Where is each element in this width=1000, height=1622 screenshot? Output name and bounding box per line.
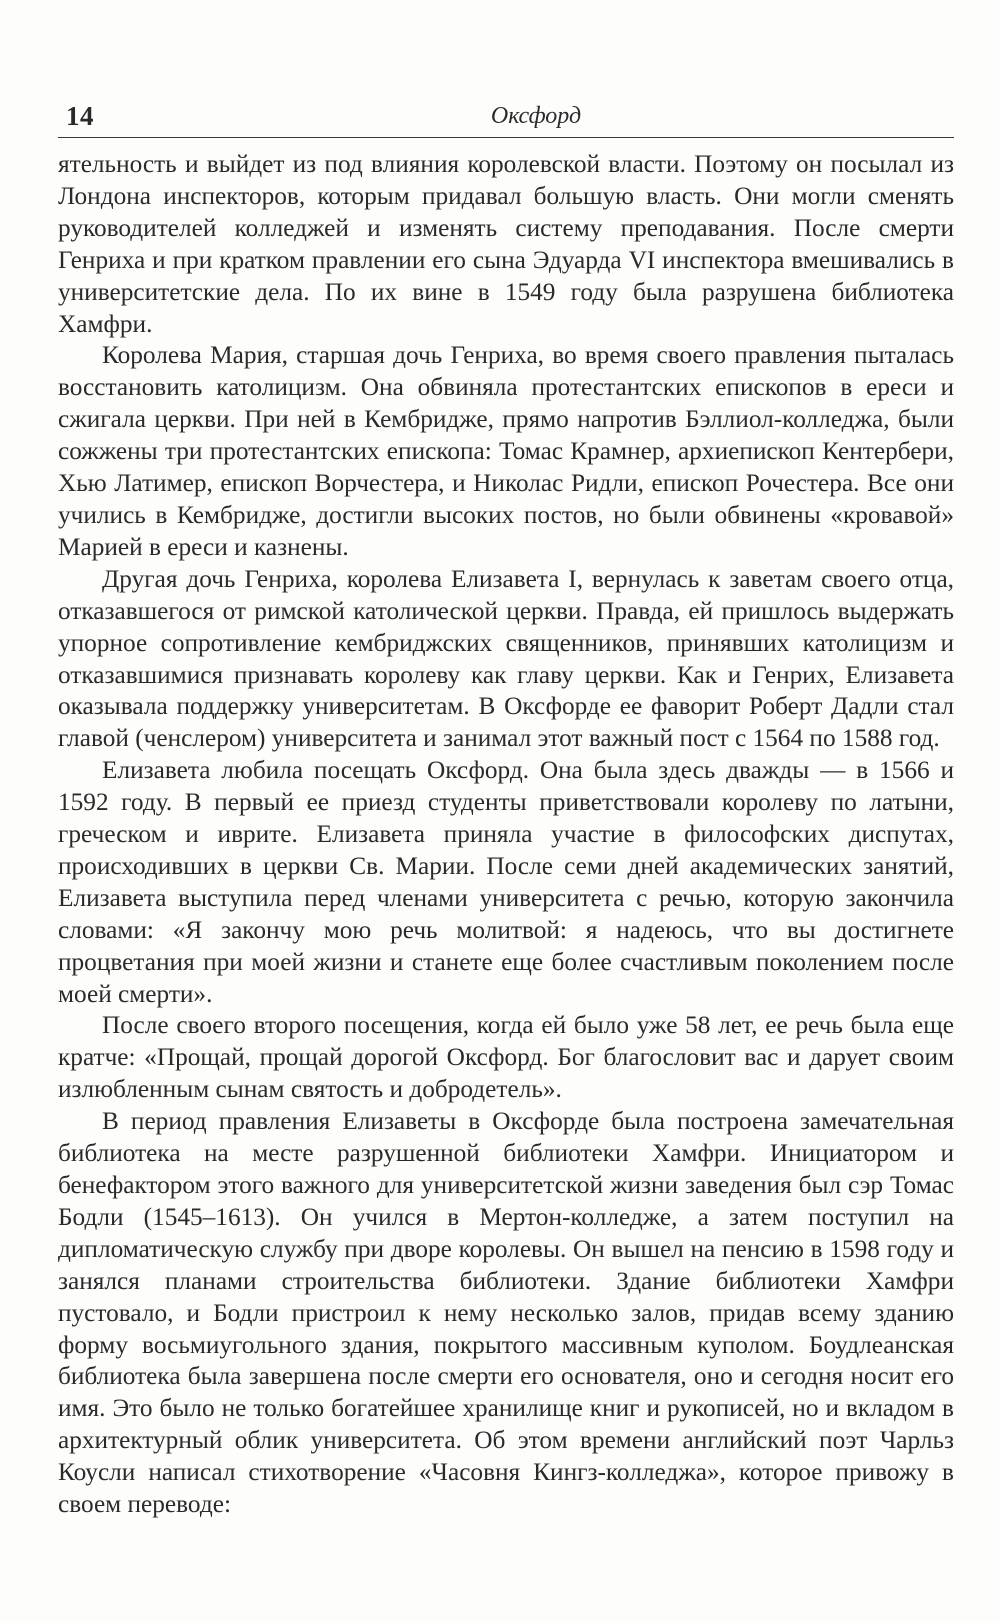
- page-header: [58, 95, 954, 138]
- paragraph-queen-mary: Королева Мария, старшая дочь Генриха, во время своего правления пыталась восстановить католицизм. Она обвиняла протестантских епископов в ереси и сжигала церкви. При ней в Кембридже, прямо напротив Бэллиол-колледжа, были сожжены три протестантских епископа: Томас Крамнер, архиепископ Кентербери, Хью Латимер, епископ Ворчестера, и Николас Ридли, епископ Рочестера. Все они учились в Кембридже, достигли высоких постов, но были обвинены «кровавой» Марией в ереси и казнены.: [58, 341, 954, 561]
- body-text: [58, 149, 954, 1521]
- paragraph-elizabeth-reform: Другая дочь Генриха, королева Елизавета I, вернулась к заветам своего отца, отказавшегося от римской католической церкви. Правда, ей пришлось выдержать упорное сопротивление кембриджских священников, принявших католицизм и отказавшимися признавать королеву как главу церкви. Как и Генрих, Елизавета оказывала поддержку университетам. В Оксфорде ее фаворит Роберт Дадли стал главой (ченслером) университета и занимал этот важный пост с 1564 по 1588 год.: [58, 564, 954, 753]
- page-number: 14: [66, 101, 94, 131]
- paragraph-second-visit: После своего второго посещения, когда ей было уже 58 лет, ее речь была еще кратче: «Прощай, прощай дорогой Оксфорд. Бог благословит вас и дарует своим излюбленным сынам святость и добродетель».: [58, 1011, 954, 1104]
- book-page: [58, 95, 954, 1521]
- paragraph-elizabeth-visits: Елизавета любила посещать Оксфорд. Она была здесь дважды — в 1566 и 1592 году. В первый ее приезд студенты приветствовали королеву по латыни, греческом и иврите. Елизавета приняла участие в философских диспутах, происходивших в церкви Св. Марии. После семи дней академических занятий, Елизавета выступила перед членами университета с речью, которую закончила словами: «Я закончу мою речь молитвой: я надеюсь, что вы достигнете процветания при моей жизни и станете еще более счастливым поколением после моей смерти».: [58, 756, 954, 1008]
- running-title: Оксфорд: [490, 103, 582, 129]
- paragraph-bodleian-library: В период правления Елизаветы в Оксфорде была построена замечательная библиотека на месте разрушенной библиотеки Хамфри. Инициатором и бенефактором этого важного для университетской жизни заведения был сэр Томас Бодли (1545–1613). Он учился в Мертон-колледже, а затем поступил на дипломатическую службу при дворе королевы. Он вышел на пенсию в 1598 году и занялся планами строительства библиотеки. Здание библиотеки Хамфри пустовало, и Бодли пристроил к нему несколько залов, придав всему зданию форму восьмиугольного здания, покрытого массивным куполом. Боудлеанская библиотека была завершена после смерти его основателя, оно и сегодня носит его имя. Это было не только богатейшее хранилище книг и рукописей, но и вкладом в архитектурный облик университета. Об этом времени английский поэт Чарльз Коусли написал стихотворение «Часовня Кингз-колледжа», которое привожу в своем переводе:: [58, 1107, 954, 1519]
- paragraph-continued: ятельность и выйдет из под влияния королевской власти. Поэтому он посылал из Лондона инспекторов, которым придавал большую власть. Они могли сменять руководителей колледжей и изменять систему преподавания. После смерти Генриха и при кратком правлении его сына Эдуарда VI инспектора вмешивались в университетские дела. По их вине в 1549 году была разрушена библиотека Хамфри.: [58, 150, 954, 338]
